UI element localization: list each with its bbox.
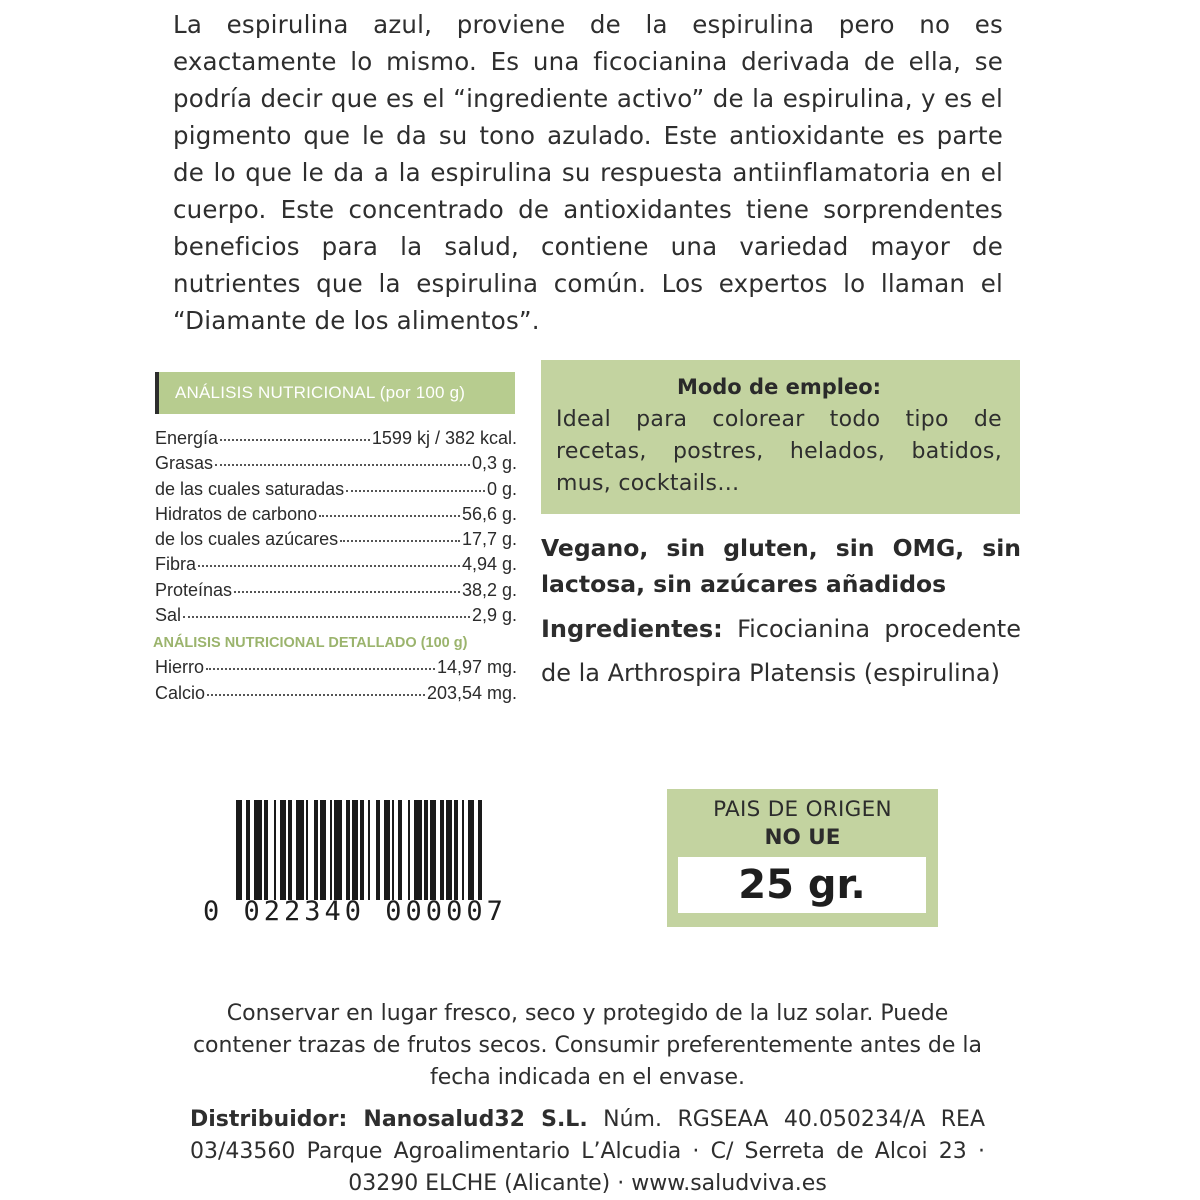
nutrition-label: Sal: [155, 605, 182, 626]
barcode-bar: [254, 800, 262, 900]
barcode-bar: [330, 800, 332, 900]
barcode-bar: [478, 800, 482, 900]
nutrition-row: [155, 554, 517, 579]
nutrition-value: 17,7 g.: [461, 529, 517, 550]
dot-leader: [215, 463, 470, 466]
nutrition-label: Calcio: [155, 682, 206, 703]
nutrition-row: [155, 529, 517, 554]
intro-text: La espirulina azul, proviene de la espirulina pero no es exactamente lo mismo. Es una ficocianina derivada de ella, se podría decir que es el “ingrediente activo” de la espirulina, y es el pigmento que le da su tono azulado. Este antioxidante es parte de lo que le da a la espirulina su respuesta antiinflamatoria en el cuerpo. Este concentrado de antioxidantes tiene sorprendentes beneficios para la salud, contiene una variedad mayor de nutrientes que la espirulina común. Los expertos lo llaman el “Diamante de los alimentos”.: [173, 10, 1003, 335]
barcode-bar: [288, 800, 292, 900]
nutrition-label: Hidratos de carbono: [155, 503, 318, 524]
nutrition-label: de las cuales saturadas: [155, 478, 345, 499]
dot-leader: [220, 438, 370, 441]
barcode-bar: [264, 800, 268, 900]
barcode-digits: 0 022340 000007: [203, 896, 507, 927]
nutrition-row: [155, 683, 517, 708]
barcode-bar: [368, 800, 370, 900]
barcode-bar: [430, 800, 436, 900]
nutrition-row: [155, 428, 517, 453]
usage-text: Ideal para colorear todo tipo de recetas, postres, helados, batidos, mus, cocktails…: [556, 407, 1002, 496]
nutrition-value: 14,97 mg.: [436, 657, 517, 678]
nutrition-label: Proteínas: [155, 579, 233, 600]
dot-leader: [346, 489, 485, 492]
ingredients-label: Ingredientes:: [541, 615, 723, 643]
dot-leader: [206, 667, 435, 670]
dot-leader: [207, 693, 425, 696]
nutrition-value: 203,54 mg.: [426, 682, 517, 703]
usage-box: [541, 360, 1020, 514]
barcode-bar: [306, 800, 308, 900]
barcode-bar: [440, 800, 444, 900]
barcode-bar: [408, 800, 410, 900]
nutrition-label: Energía: [155, 428, 219, 448]
barcode-bar: [314, 800, 318, 900]
barcode-bar: [454, 800, 458, 900]
nutrition-value: 0 g.: [486, 478, 517, 499]
nutrition-header-text: ANÁLISIS NUTRICIONAL (por 100 g): [175, 383, 466, 402]
barcode-bar: [236, 800, 242, 900]
ingredients: [541, 607, 1021, 695]
nutrition-label: Hierro: [155, 657, 205, 678]
nutrition-value: 38,2 g.: [461, 579, 517, 600]
barcode-bar: [346, 800, 350, 900]
barcode-bar: [352, 800, 358, 900]
nutrition-row: [155, 504, 517, 529]
nutrition-row: [155, 479, 517, 504]
barcode-bar: [446, 800, 452, 900]
nutrition-row: [155, 580, 517, 605]
dot-leader: [319, 514, 460, 517]
nutrition-label: Fibra: [155, 554, 197, 575]
usage-title: Modo de empleo:: [676, 375, 882, 399]
dot-leader: [340, 539, 460, 542]
ingredients-text: Ficocianina procedente de la Arthrospira Platensis (espirulina): [541, 615, 1021, 687]
barcode-bar: [296, 800, 304, 900]
barcode-bar: [392, 800, 394, 900]
distributor-label: Distribuidor: Nanosalud32 S.L.: [190, 1107, 588, 1132]
storage-instructions: Conservar en lugar fresco, seco y protegido de la luz solar. Puede contener trazas de frutos secos. Consumir preferentemente antes de la fecha indicada en el envase.: [192, 1001, 983, 1090]
distributor-text: Núm. RGSEAA 40.050234/A REA 03/43560 Parque Agroalimentario L’Alcudia · C/ Serreta de Alcoi 23 · 03290 ELCHE (Alicante) · www.saludviva.es: [190, 1107, 985, 1196]
nutrition-value: 4,94 g.: [461, 554, 517, 575]
barcode-bar: [424, 800, 428, 900]
dietary-claims: Vegano, sin gluten, sin OMG, sin lactosa, sin azúcares añadidos: [541, 534, 1021, 598]
dot-leader: [234, 590, 460, 593]
nutrition-table: [155, 428, 517, 708]
barcode-bar: [246, 800, 250, 900]
nutrition-value: 56,6 g.: [461, 503, 517, 524]
nutrition-row: [155, 657, 517, 682]
nutrition-label: Grasas: [155, 453, 214, 474]
nutrition-label: de los cuales azúcares: [155, 529, 339, 550]
origin-box: [667, 789, 938, 927]
nutrition-detailed-header: ANÁLISIS NUTRICIONAL DETALLADO (100 g): [153, 635, 468, 652]
barcode-bar: [398, 800, 402, 900]
nutrition-value: 0,3 g.: [471, 453, 517, 474]
barcode-bar: [320, 800, 326, 900]
origin-value: NO UE: [764, 825, 841, 850]
distributor-info: [190, 1104, 985, 1200]
barcode-bar: [468, 800, 474, 900]
barcode-bar: [274, 800, 276, 900]
net-weight: 25 gr.: [678, 857, 926, 913]
barcode-bar: [414, 800, 422, 900]
barcode-bar: [376, 800, 380, 900]
barcode-icon: [236, 800, 532, 900]
dot-leader: [183, 615, 470, 618]
dot-leader: [198, 564, 460, 567]
barcode-bar: [360, 800, 364, 900]
nutrition-value: 1599 kj / 382 kcal.: [371, 428, 517, 448]
barcode-bar: [280, 800, 286, 900]
nutrition-value: 2,9 g.: [471, 605, 517, 626]
barcode-bar: [384, 800, 390, 900]
intro-description: [173, 6, 1003, 339]
origin-label: PAIS DE ORIGEN: [713, 797, 892, 822]
nutrition-header: [155, 372, 515, 414]
nutrition-row: [155, 453, 517, 478]
nutrition-row: [155, 605, 517, 630]
barcode-bar: [334, 800, 342, 900]
barcode-bar: [462, 800, 464, 900]
